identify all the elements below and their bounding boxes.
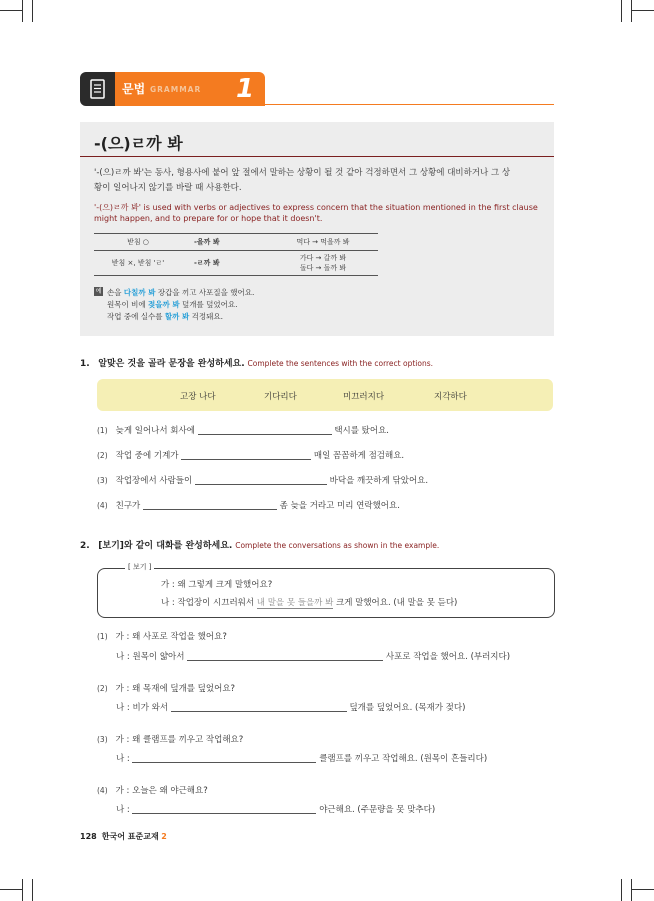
crop-mark — [22, 879, 23, 901]
crop-mark — [631, 879, 632, 901]
grammar-header-icon-box — [80, 72, 115, 106]
example-text: 장갑을 끼고 사포질을 했어요. — [155, 288, 255, 297]
sample-box — [97, 568, 555, 618]
item-number: (1) — [97, 632, 108, 641]
answer-blank[interactable] — [132, 752, 316, 763]
item-number: (4) — [97, 786, 108, 795]
example-highlight: 젖을까 봐 — [148, 300, 180, 309]
example-icon: 예 — [95, 288, 102, 295]
crop-mark — [632, 889, 654, 890]
crop-mark — [632, 10, 654, 11]
example-text: 덮개를 덮었어요. — [179, 300, 238, 309]
item-text: 작업장에서 사람들이 — [115, 476, 193, 486]
desc-ko-line: 황이 일어나지 않기를 바랄 때 사용한다. — [94, 183, 242, 193]
question-title: 알맞은 것을 골라 문장을 완성하세요. — [98, 359, 245, 369]
example-highlight: 다칠까 봐 — [123, 288, 156, 297]
q2-item-b — [116, 752, 487, 764]
grammar-description-english — [94, 202, 546, 224]
q2-item-b — [116, 650, 510, 662]
item-text: 나 : — [116, 805, 130, 815]
crop-mark — [631, 0, 632, 22]
word-option: 고장 나다 — [180, 392, 216, 402]
grammar-title-rule — [80, 156, 554, 157]
grammar-description-korean — [94, 166, 544, 196]
q1-item — [97, 474, 428, 486]
item-text: 늦게 일어나서 회사에 — [115, 426, 195, 436]
example-text: 작업 중에 실수를 — [107, 312, 165, 321]
example-text: 걱정돼요. — [189, 312, 223, 321]
sample-line-b — [161, 596, 457, 608]
item-text: 가 : 왜 목재에 덮개를 덮었어요? — [115, 684, 236, 694]
item-number: (2) — [97, 684, 108, 693]
table-cell — [268, 234, 378, 251]
item-text: 나 : — [116, 754, 130, 764]
item-text: 나 : 비가 와서 — [116, 703, 169, 713]
book-volume: 2 — [161, 832, 167, 841]
example-sentence — [107, 311, 223, 322]
sample-answer: 내 말을 못 들을까 봐 — [256, 598, 334, 608]
item-text: 야근해요. (주문량을 못 맞추다) — [319, 805, 436, 815]
item-number: (1) — [97, 426, 108, 435]
question-1-heading — [80, 356, 433, 369]
grammar-header-number: 1 — [236, 74, 255, 104]
crop-mark — [32, 0, 33, 22]
q2-item-a — [97, 784, 208, 796]
question-title: [보기]와 같이 대화를 완성하세요. — [98, 541, 233, 551]
q1-item — [97, 499, 400, 511]
grammar-header-english: GRAMMAR — [150, 85, 202, 94]
crop-mark — [0, 10, 22, 11]
q1-item — [97, 424, 389, 436]
item-text: 가 : 왜 클램프를 끼우고 작업해요? — [115, 735, 244, 745]
q2-item-a — [97, 630, 227, 642]
table-row — [94, 234, 378, 251]
item-text: 바닥을 깨끗하게 닦았어요. — [329, 476, 429, 486]
example-sentence — [107, 287, 254, 298]
question-english: Complete the conversations as shown in the example. — [235, 541, 440, 550]
item-text: 덮개를 덮었어요. (목재가 젖다) — [349, 703, 466, 713]
answer-blank[interactable] — [132, 803, 316, 814]
book-title: 한국어 표준교재 — [101, 832, 159, 841]
q2-item-a — [97, 682, 235, 694]
item-text: 매일 꼼꼼하게 점검해요. — [313, 451, 405, 461]
question-english: Complete the sentences with the correct options. — [247, 359, 434, 368]
question-number: 1. — [80, 359, 90, 369]
example-text: 원목이 비에 — [107, 300, 148, 309]
question-2-heading — [80, 538, 439, 551]
desc-en-line: might happen, and to prepare for or hope that it doesn't. — [94, 214, 323, 223]
item-number: (2) — [97, 451, 108, 460]
table-cell: 받침 ○ — [94, 234, 182, 251]
table-row — [94, 251, 378, 276]
answer-blank[interactable] — [198, 424, 332, 435]
desc-en-line: '-(으)ㄹ까 봐' is used with verbs or adjectives to express concern that the situation mentioned in the first clause — [94, 203, 538, 212]
question-number: 2. — [80, 541, 90, 551]
grammar-header-title: 문법 — [122, 82, 146, 96]
answer-blank[interactable] — [171, 701, 347, 712]
grammar-title: -(으)ㄹ까 봐 — [94, 134, 183, 153]
table-cell: 받침 ×, 받침 'ㄹ' — [94, 251, 182, 276]
answer-blank[interactable] — [187, 650, 383, 661]
item-number: (3) — [97, 476, 108, 485]
table-cell: -을까 봐 — [182, 234, 268, 251]
crop-mark — [621, 879, 622, 901]
sample-line-a: 가 : 왜 그렇게 크게 말했어요? — [161, 580, 273, 590]
item-text: 클램프를 끼우고 작업해요. (원목이 흔들리다) — [319, 754, 488, 764]
crop-mark — [621, 0, 622, 22]
q2-item-b — [116, 803, 435, 815]
page-number: 128 — [80, 832, 97, 841]
page-footer — [80, 831, 167, 842]
item-text: 가 : 왜 사포로 작업을 했어요? — [115, 632, 227, 642]
word-option: 기다리다 — [264, 392, 297, 402]
q2-item-a — [97, 733, 243, 745]
example-highlight: 할까 봐 — [164, 312, 190, 321]
example-text: 손을 — [107, 288, 124, 297]
table-example: 먹다 → 먹을까 봐 — [296, 238, 350, 246]
word-option: 지각하다 — [434, 392, 467, 402]
sample-text: 나 : 작업장이 시끄러워서 — [161, 598, 257, 608]
item-text: 좀 늦을 거라고 미리 연락했어요. — [279, 501, 400, 511]
table-cell — [268, 251, 378, 276]
sample-tag: [ 보기 ] — [125, 562, 154, 572]
item-text: 가 : 오늘은 왜 야근해요? — [115, 786, 208, 796]
item-number: (3) — [97, 735, 108, 744]
word-option: 미끄러지다 — [343, 392, 385, 402]
example-sentence — [107, 299, 237, 310]
crop-mark — [22, 0, 23, 22]
q1-item — [97, 449, 404, 461]
document-icon — [89, 79, 106, 99]
sample-text: 크게 말했어요. (내 말을 못 듣다) — [333, 598, 458, 608]
table-example: 돌다 → 돌까 봐 — [299, 264, 347, 272]
answer-blank[interactable] — [195, 474, 327, 485]
answer-blank[interactable] — [143, 499, 277, 510]
crop-mark — [0, 889, 22, 890]
conjugation-table — [94, 233, 378, 276]
crop-mark — [32, 879, 33, 901]
item-number: (4) — [97, 501, 108, 510]
header-rule — [265, 104, 554, 105]
item-text: 작업 중에 기계가 — [115, 451, 179, 461]
item-text: 택시를 탔어요. — [334, 426, 390, 436]
q2-item-b — [116, 701, 465, 713]
table-cell: -ㄹ까 봐 — [182, 251, 268, 276]
table-example: 가다 → 갈까 봐 — [299, 254, 347, 262]
answer-blank[interactable] — [181, 449, 311, 460]
item-text: 사포로 작업을 했어요. (부러지다) — [385, 652, 511, 662]
word-bank — [97, 379, 553, 411]
item-text: 친구가 — [115, 501, 141, 511]
item-text: 나 : 원목이 얇아서 — [116, 652, 185, 662]
desc-ko-line: '-(으)ㄹ까 봐'는 동사, 형용사에 붙어 앞 절에서 말하는 상황이 될 것 같아 걱정하면서 그 상황에 대비하거나 그 상 — [94, 168, 511, 178]
